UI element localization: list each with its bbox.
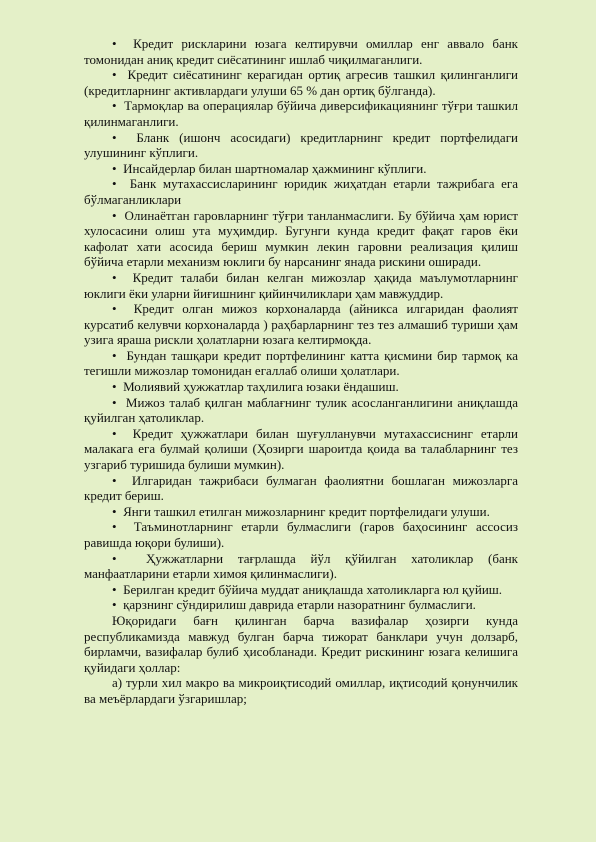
paragraph-13: • Кредит ҳужжатлари билан шуғулланувчи мутахассиснинг етарли малакага ега булмай қолиши (Ҳозирги шароитда қоида ва талабларнинг тез узгариб туришида булиши мумкин). <box>84 426 518 473</box>
paragraph-2: • Кредит сиёсатининг керагидан ортиқ агресив ташкил қилинганлиги (кредитларнинг активлардаги улуши 65 % дан ортиқ бўлганда). <box>84 67 518 98</box>
paragraph-4: • Бланк (ишонч асосидаги) кредитларнинг кредит портфелидаги улушининг кўплиги. <box>84 130 518 161</box>
paragraph-15: • Янги ташкил етилган мижозларнинг кредит портфелидаги улуши. <box>84 504 518 520</box>
paragraph-18: • Берилган кредит бўйича муддат аниқлашда хатоликларга юл қуйиш. <box>84 582 518 598</box>
paragraph-7: • Олинаётган гаровларнинг тўғри танланмаслиги. Бу бўйича ҳам юрист хулосасини олиш ута муҳимдир. Бугунги кунда кредит фақат гаров ёки кафолат хати асосида бериш мумкин лекин гаровни реализация қилиш бўйича етарли механизм юклиги бу нарсанинг янада рискини оширади. <box>84 208 518 270</box>
paragraph-11: • Молиявий ҳужжатлар таҳлилига юзаки ёндашиш. <box>84 379 518 395</box>
paragraph-3: • Тармоқлар ва операциялар бўйича диверсификациянинг тўғри ташкил қилинмаганлиги. <box>84 98 518 129</box>
paragraph-17: • Ҳужжатларни тағрлашда йўл қўйилган хатоликлар (банк манфаатларини етарли химоя қилинмаслиги). <box>84 551 518 582</box>
paragraph-6: • Банк мутахассисларининг юридик жиҳатдан етарли тажрибага ега бўлмаганликлари <box>84 176 518 207</box>
paragraph-1: • Кредит рискларини юзага келтирувчи омиллар енг аввало банк томонидан аниқ кредит сиёсатининг ишлаб чиқилмаганлиги. <box>84 36 518 67</box>
paragraph-9: • Кредит олган мижоз корхоналарда (айникса илгаридан фаолият курсатиб келувчи корхоналарда ) раҳбарларнинг тез тез алмашиб туриши ҳам узига яраша рискли ҳолатларни юзага келтирмоқда. <box>84 301 518 348</box>
paragraph-12: • Мижоз талаб қилган маблағнинг тулик асосланганлигини аниқлашда қуйилган ҳатоликлар. <box>84 395 518 426</box>
paragraph-20: Юқоридаги бағн қилинган барча вазифалар ҳозирги кунда республикамизда мавжуд булган барча тижорат банклари учун долзарб, бирламчи, вазифалар булиб ҳисобланади. Кредит рискининг юзага келишига қуйидаги ҳоллар: <box>84 612 518 675</box>
paragraph-5: • Инсайдерлар билан шартномалар ҳажмининг кўплиги. <box>84 161 518 177</box>
paragraph-21: а) турли хил макро ва микроиқтисодий омиллар, иқтисодий қонунчилик ва меъёрлардаги ўзгаришлар; <box>84 675 518 706</box>
paragraph-16: • Таъминотларнинг етарли булмаслиги (гаров баҳосининг ассосиз равишда юқори булиши). <box>84 519 518 550</box>
paragraph-14: • Илгаридан тажрибаси булмаган фаолиятни бошлаган мижозларга кредит бериш. <box>84 473 518 504</box>
paragraph-8: • Кредит талаби билан келган мижозлар ҳақида маълумотларнинг юклиги ёки уларни йиғишнинг қийинчиликлари ҳам мавжуддир. <box>84 270 518 301</box>
paragraph-19: • қарзнинг сўндирилиш даврида етарли назоратнинг булмаслиги. <box>84 597 518 613</box>
paragraph-10: • Бундан ташқари кредит портфелининг катта қисмини бир тармоқ ка тегишли мижозлар томонидан егаллаб олиши ҳолатлари. <box>84 348 518 379</box>
